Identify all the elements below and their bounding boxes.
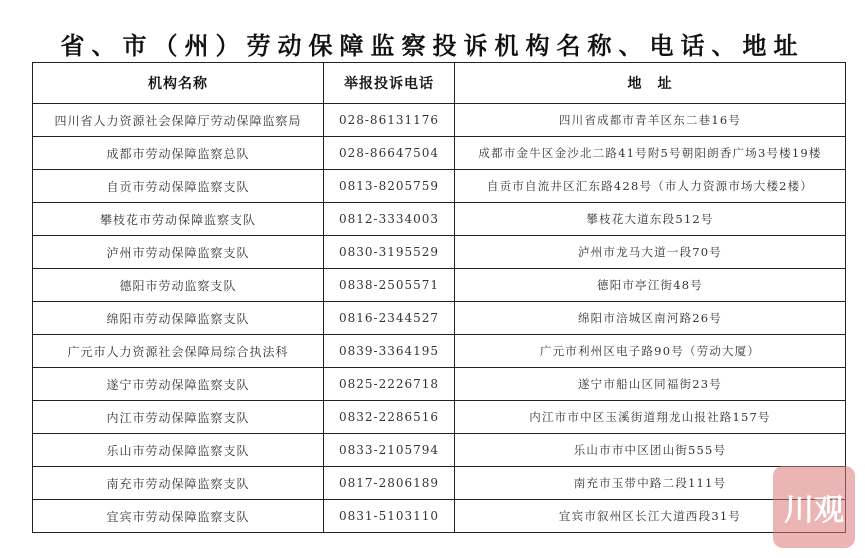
phone-cell: 0817-2806189 [324,467,455,500]
phone-cell: 0831-5103110 [324,500,455,533]
address-cell: 攀枝花大道东段512号 [455,203,846,236]
agency-name-cell: 绵阳市劳动保障监察支队 [33,302,324,335]
agency-name-cell: 攀枝花市劳动保障监察支队 [33,203,324,236]
table-row [33,335,846,368]
table-row [33,302,846,335]
agency-name-cell: 南充市劳动保障监察支队 [33,467,324,500]
agency-name-cell: 内江市劳动保障监察支队 [33,401,324,434]
watermark-text: 川观 [784,493,844,528]
phone-cell: 0833-2105794 [324,434,455,467]
phone-cell: 0832-2286516 [324,401,455,434]
agency-name-cell: 宜宾市劳动保障监察支队 [33,500,324,533]
agency-name-cell: 四川省人力资源社会保障厅劳动保障监察局 [33,104,324,137]
agency-name-cell: 泸州市劳动保障监察支队 [33,236,324,269]
phone-cell: 0839-3364195 [324,335,455,368]
header-phone: 举报投诉电话 [324,63,455,104]
phone-cell: 0816-2344527 [324,302,455,335]
table-header [33,63,846,104]
table-row [33,269,846,302]
watermark-logo [773,466,855,548]
phone-cell: 0838-2505571 [324,269,455,302]
agency-name-cell: 广元市人力资源社会保障局综合执法科 [33,335,324,368]
address-cell: 成都市金牛区金沙北二路41号附5号朝阳朗香广场3号楼19楼 [455,137,846,170]
phone-cell: 0825-2226718 [324,368,455,401]
header-name: 机构名称 [33,63,324,104]
address-cell: 宜宾市叙州区长江大道西段31号 [455,500,846,533]
phone-cell: 028-86131176 [324,104,455,137]
table-row [33,137,846,170]
phone-cell: 028-86647504 [324,137,455,170]
agency-name-cell: 遂宁市劳动保障监察支队 [33,368,324,401]
address-cell: 德阳市亭江街48号 [455,269,846,302]
phone-cell: 0812-3334003 [324,203,455,236]
address-cell: 遂宁市船山区同福街23号 [455,368,846,401]
phone-cell: 0830-3195529 [324,236,455,269]
address-cell: 内江市市中区玉溪街道翔龙山报社路157号 [455,401,846,434]
address-cell: 绵阳市涪城区南河路26号 [455,302,846,335]
table-row [33,401,846,434]
table-row [33,236,846,269]
table-row [33,104,846,137]
phone-cell: 0813-8205759 [324,170,455,203]
agency-table [32,62,846,533]
table-row [33,170,846,203]
table-row [33,500,846,533]
table-row [33,203,846,236]
address-cell: 自贡市自流井区汇东路428号（市人力资源市场大楼2楼） [455,170,846,203]
address-cell: 乐山市市中区团山街555号 [455,434,846,467]
page-title: 省、市（州）劳动保障监察投诉机构名称、电话、地址 [60,32,805,60]
agency-name-cell: 成都市劳动保障监察总队 [33,137,324,170]
address-cell: 四川省成都市青羊区东二巷16号 [455,104,846,137]
agency-name-cell: 自贡市劳动保障监察支队 [33,170,324,203]
agency-name-cell: 德阳市劳动监察支队 [33,269,324,302]
header-address: 地 址 [455,63,846,104]
address-cell: 泸州市龙马大道一段70号 [455,236,846,269]
table-row [33,467,846,500]
table-row [33,368,846,401]
address-cell: 南充市玉带中路二段111号 [455,467,846,500]
address-cell: 广元市利州区电子路90号（劳动大厦） [455,335,846,368]
table-row [33,434,846,467]
agency-name-cell: 乐山市劳动保障监察支队 [33,434,324,467]
